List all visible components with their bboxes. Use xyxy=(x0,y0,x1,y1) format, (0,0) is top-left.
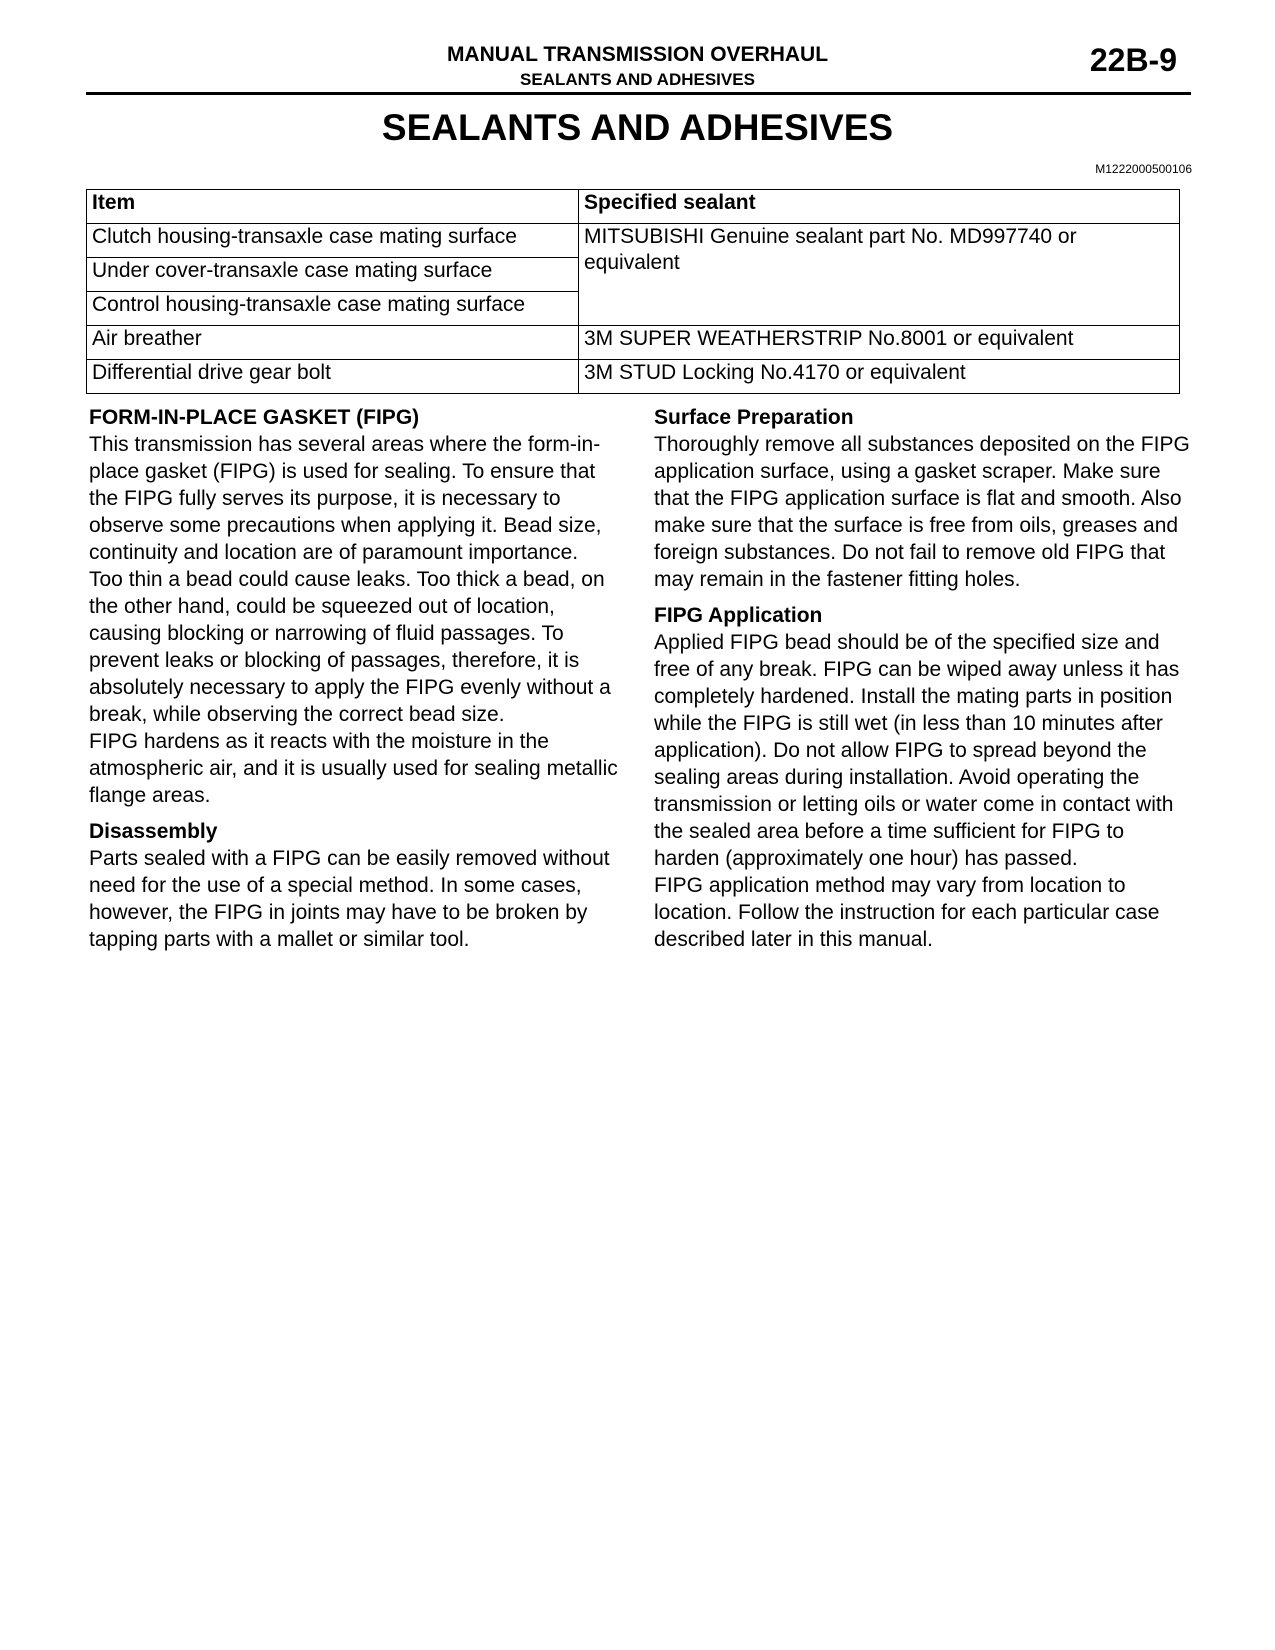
header-title: MANUAL TRANSMISSION OVERHAUL xyxy=(446,43,829,66)
item-cell: Differential drive gear bolt xyxy=(87,360,579,394)
paragraph: Parts sealed with a FIPG can be easily removed without need for the use of a special method. In some cases, however, the FIPG in joints may have to be broken by tapping parts with a mallet or similar tool. xyxy=(89,847,610,951)
page-title: SEALANTS AND ADHESIVES xyxy=(381,107,894,148)
section-heading-fipg: FORM-IN-PLACE GASKET (FIPG) xyxy=(89,406,420,429)
header-rule xyxy=(86,92,1191,95)
header-subtitle: SEALANTS AND ADHESIVES xyxy=(520,70,755,89)
sealant-cell: MITSUBISHI Genuine sealant part No. MD997740 or equivalent xyxy=(579,224,1180,326)
paragraph: Thoroughly remove all substances deposited on the FIPG application surface, using a gasket scraper. Make sure that the FIPG application surface is flat and smooth. Also make sure that the surface is free from oils, greases and foreign substances. Do not fail to remove old FIPG that may remain in the fastener fitting holes. xyxy=(654,433,1190,591)
section-heading-surface-preparation: Surface Preparation xyxy=(654,406,854,429)
sealant-cell: 3M SUPER WEATHERSTRIP No.8001 or equivalent xyxy=(579,326,1180,360)
sealant-cell: 3M STUD Locking No.4170 or equivalent xyxy=(579,360,1180,394)
paragraph: This transmission has several areas where the form-in-place gasket (FIPG) is used for sealing. To ensure that the FIPG fully serves its purpose, it is necessary to observe some precautions when applying it. Bead size, continuity and location are of paramount importance. xyxy=(89,433,602,564)
paragraph: FIPG hardens as it reacts with the moisture in the atmospheric air, and it is usually used for sealing metallic flange areas. xyxy=(89,730,618,807)
item-cell: Air breather xyxy=(87,326,579,360)
table-row xyxy=(87,326,1180,360)
item-cell: Control housing-transaxle case mating surface xyxy=(87,292,579,326)
table-row xyxy=(87,360,1180,394)
sealant-table xyxy=(86,189,1180,394)
document-code: M1222000500106 xyxy=(1095,162,1192,176)
paragraph: FIPG application method may vary from location to location. Follow the instruction for each particular case described later in this manual. xyxy=(654,874,1160,951)
table-header-row xyxy=(87,190,1180,224)
item-cell: Clutch housing-transaxle case mating surface xyxy=(87,224,579,258)
section-heading-disassembly: Disassembly xyxy=(89,820,218,843)
column-header-sealant: Specified sealant xyxy=(579,190,1180,224)
paragraph: Applied FIPG bead should be of the specified size and free of any break. FIPG can be wiped away unless it has completely hardened. Install the mating parts in position while the FIPG is still wet (in less than 10 minutes after application). Do not allow FIPG to spread beyond the sealing areas during installation. Avoid operating the transmission or letting oils or water come in contact with the sealed area before a time sufficient for FIPG to harden (approximately one hour) has passed. xyxy=(654,631,1180,870)
item-cell: Under cover-transaxle case mating surface xyxy=(87,258,579,292)
column-header-item: Item xyxy=(87,190,579,224)
page-number: 22B-9 xyxy=(1089,42,1177,78)
left-column xyxy=(89,404,629,953)
right-column xyxy=(654,404,1194,953)
paragraph: Too thin a bead could cause leaks. Too thick a bead, on the other hand, could be squeezed out of location, causing blocking or narrowing of fluid passages. To prevent leaks or blocking of passages, therefore, it is absolutely necessary to apply the FIPG evenly without a break, while observing the correct bead size. xyxy=(89,568,611,726)
section-heading-fipg-application: FIPG Application xyxy=(654,604,823,627)
table-row xyxy=(87,224,1180,258)
